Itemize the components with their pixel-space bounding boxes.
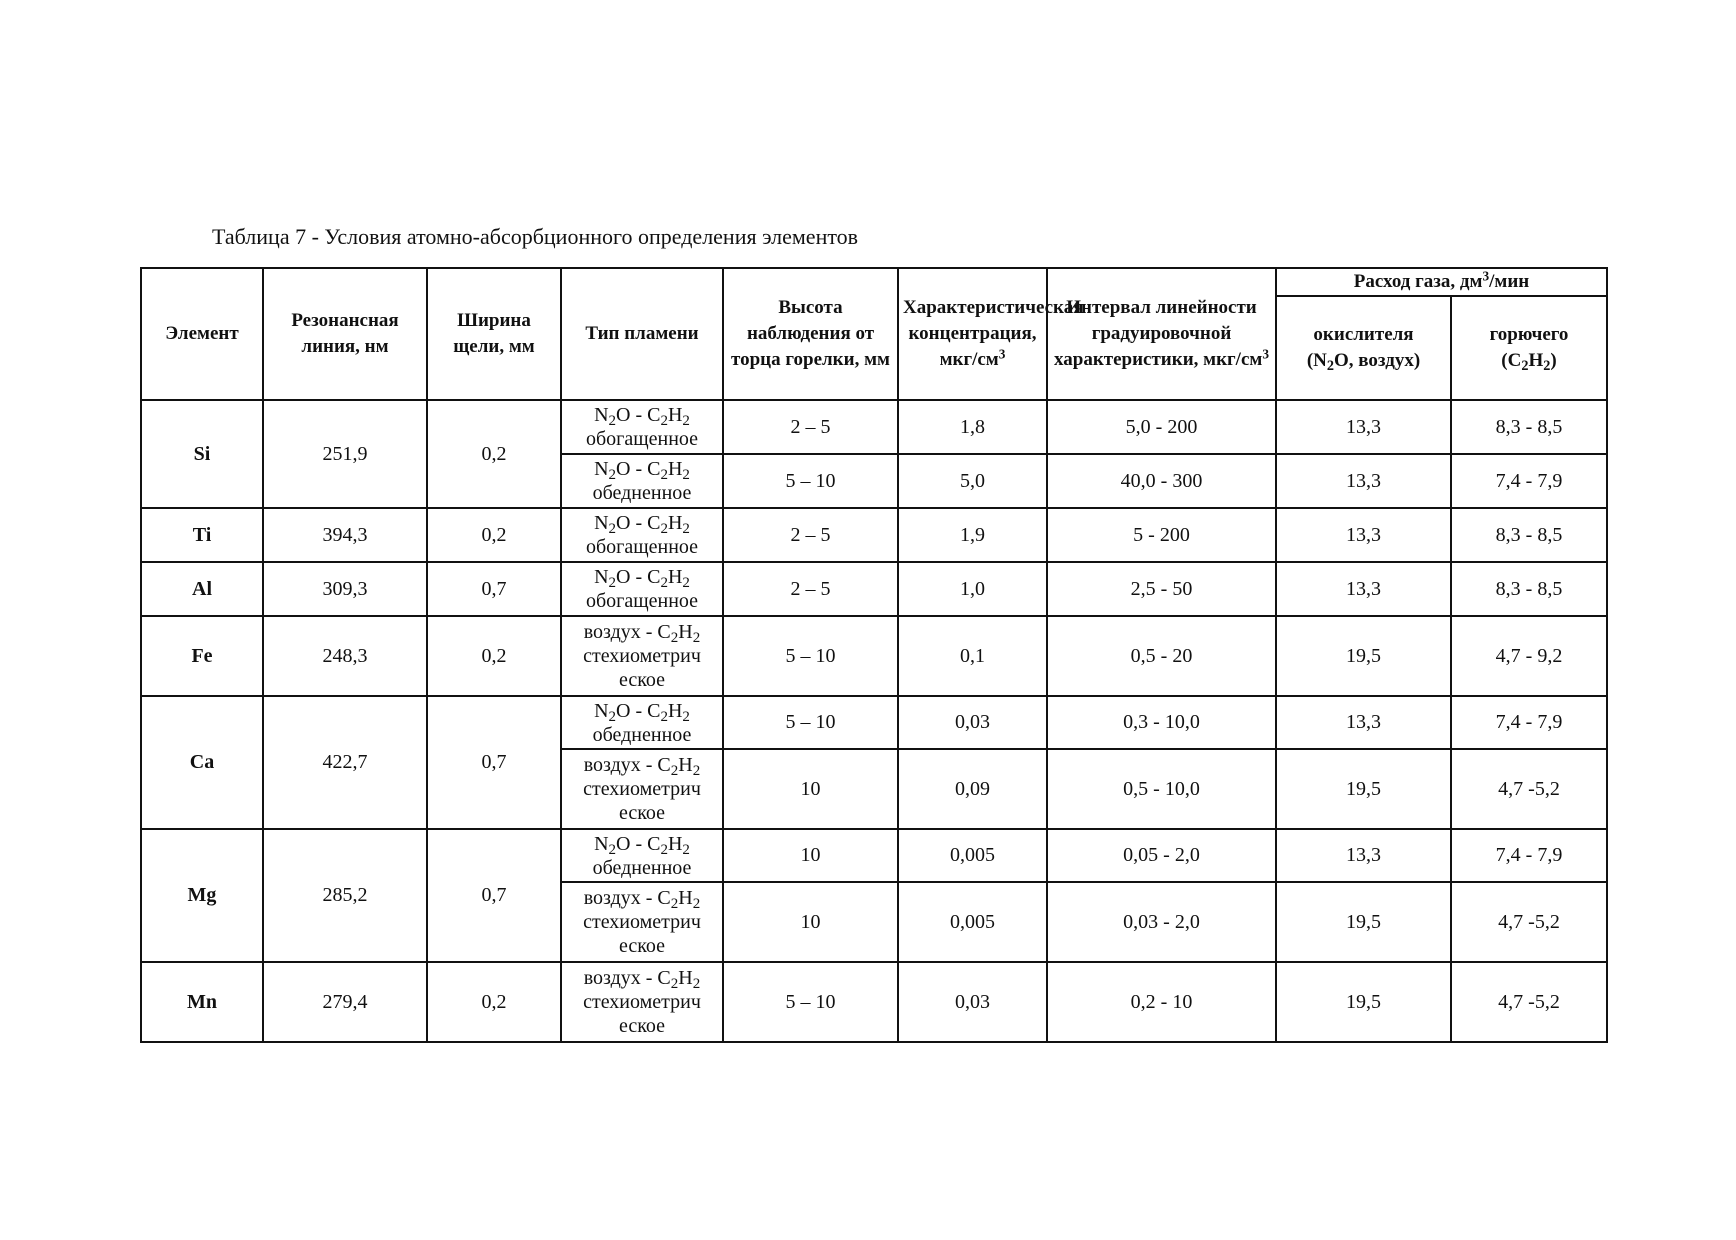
cell-resonance-line: 285,2	[263, 829, 427, 962]
cell-char-concentration: 1,0	[898, 562, 1047, 616]
cell-fuel-flow: 7,4 - 7,9	[1451, 454, 1607, 508]
cell-char-concentration: 0,1	[898, 616, 1047, 696]
header-flame-type: Тип пламени	[561, 268, 723, 400]
header-linearity-interval: Интервал линейности градуировочной характеристики, мкг/$см^3$	[1047, 268, 1276, 400]
cell-oxidizer-flow: 13,3	[1276, 454, 1451, 508]
cell-element: Al	[141, 562, 263, 616]
header-slit-width: Ширина щели, мм	[427, 268, 561, 400]
cell-linearity-interval: 40,0 - 300	[1047, 454, 1276, 508]
flame-mode: стехиометрич	[583, 778, 701, 800]
cell-flame-type	[561, 882, 723, 962]
cell-resonance-line: 251,9	[263, 400, 427, 508]
cell-oxidizer-flow: 19,5	[1276, 749, 1451, 829]
flame-formula: воздух - $C_2H_2$	[583, 754, 701, 780]
cell-slit-width: 0,2	[427, 962, 561, 1042]
flame-formula: $N_2O - C_2H_2$	[594, 458, 690, 484]
flame-mode: обедненное	[592, 856, 692, 879]
cell-linearity-interval: 0,5 - 20	[1047, 616, 1276, 696]
cell-fuel-flow: 7,4 - 7,9	[1451, 829, 1607, 882]
cell-char-concentration: 1,8	[898, 400, 1047, 454]
table-row	[141, 962, 1607, 1042]
flame-formula: $N_2O - C_2H_2$	[594, 832, 690, 858]
cell-height: 5 – 10	[723, 454, 898, 508]
cell-element: Ca	[141, 696, 263, 829]
flame-formula: $N_2O - C_2H_2$	[594, 566, 690, 592]
cell-flame-type	[561, 562, 723, 616]
cell-height: 5 – 10	[723, 962, 898, 1042]
flame-mode: обогащенное	[585, 428, 699, 450]
flame-formula: $N_2O - C_2H_2$	[594, 404, 690, 430]
cell-linearity-interval: 5 - 200	[1047, 508, 1276, 562]
table-row	[141, 696, 1607, 749]
cell-fuel-flow: 4,7 -5,2	[1451, 749, 1607, 829]
cell-element: Mg	[141, 829, 263, 962]
cell-linearity-interval: 0,03 - 2,0	[1047, 882, 1276, 962]
cell-resonance-line: 394,3	[263, 508, 427, 562]
cell-char-concentration: 0,005	[898, 829, 1047, 882]
cell-element: Si	[141, 400, 263, 508]
cell-flame-type	[561, 400, 723, 454]
cell-flame-type	[561, 454, 723, 508]
table-row	[141, 400, 1607, 454]
cell-oxidizer-flow: 13,3	[1276, 562, 1451, 616]
cell-oxidizer-flow: 13,3	[1276, 829, 1451, 882]
flame-formula: воздух - $C_2H_2$	[583, 887, 701, 913]
cell-char-concentration: 5,0	[898, 454, 1047, 508]
cell-char-concentration: 0,03	[898, 962, 1047, 1042]
cell-slit-width: 0,7	[427, 696, 561, 829]
cell-resonance-line: 309,3	[263, 562, 427, 616]
cell-linearity-interval: 5,0 - 200	[1047, 400, 1276, 454]
cell-fuel-flow: 8,3 - 8,5	[1451, 562, 1607, 616]
cell-height: 10	[723, 829, 898, 882]
cell-linearity-interval: 0,2 - 10	[1047, 962, 1276, 1042]
cell-oxidizer-flow: 19,5	[1276, 962, 1451, 1042]
flame-mode: еское	[618, 669, 666, 691]
cell-element: Fe	[141, 616, 263, 696]
table-row	[141, 829, 1607, 882]
flame-formula: воздух - $C_2H_2$	[583, 967, 701, 993]
cell-height: 10	[723, 749, 898, 829]
cell-height: 5 – 10	[723, 616, 898, 696]
header-char-concentration: Характеристическая концентрация, мкг/$см^3$	[898, 268, 1047, 400]
header-height: Высота наблюдения от торца горелки, мм	[723, 268, 898, 400]
cell-element: Ti	[141, 508, 263, 562]
cell-linearity-interval: 2,5 - 50	[1047, 562, 1276, 616]
cell-resonance-line: 422,7	[263, 696, 427, 829]
cell-height: 10	[723, 882, 898, 962]
flame-formula: $N_2O - C_2H_2$	[594, 512, 690, 538]
flame-mode: обогащенное	[585, 536, 699, 558]
cell-slit-width: 0,2	[427, 616, 561, 696]
cell-resonance-line: 248,3	[263, 616, 427, 696]
cell-char-concentration: 0,005	[898, 882, 1047, 962]
cell-linearity-interval: 0,5 - 10,0	[1047, 749, 1276, 829]
cell-linearity-interval: 0,3 - 10,0	[1047, 696, 1276, 749]
cell-fuel-flow: 4,7 - 9,2	[1451, 616, 1607, 696]
table-row	[141, 562, 1607, 616]
table-caption: Таблица 7 - Условия атомно-абсорбционного определения элементов	[212, 224, 859, 249]
header-fuel: горючего $(C_2H_2)$	[1451, 296, 1607, 400]
cell-fuel-flow: 4,7 -5,2	[1451, 882, 1607, 962]
header-resonance-line: Резонансная линия, нм	[263, 268, 427, 400]
cell-char-concentration: 0,09	[898, 749, 1047, 829]
header-gas-flow: Расход газа, $дм^3$/мин	[1276, 268, 1607, 296]
flame-mode: еское	[618, 802, 666, 824]
cell-slit-width: 0,2	[427, 400, 561, 508]
conditions-table	[140, 267, 1608, 1043]
flame-mode: стехиометрич	[583, 911, 701, 933]
cell-resonance-line: 279,4	[263, 962, 427, 1042]
cell-oxidizer-flow: 19,5	[1276, 882, 1451, 962]
cell-flame-type	[561, 829, 723, 882]
cell-oxidizer-flow: 19,5	[1276, 616, 1451, 696]
cell-fuel-flow: 8,3 - 8,5	[1451, 508, 1607, 562]
cell-flame-type	[561, 749, 723, 829]
cell-flame-type	[561, 696, 723, 749]
cell-flame-type	[561, 508, 723, 562]
cell-oxidizer-flow: 13,3	[1276, 508, 1451, 562]
cell-fuel-flow: 4,7 -5,2	[1451, 962, 1607, 1042]
cell-slit-width: 0,2	[427, 508, 561, 562]
flame-formula: воздух - $C_2H_2$	[583, 621, 701, 647]
flame-mode: стехиометрич	[583, 645, 701, 667]
cell-height: 2 – 5	[723, 562, 898, 616]
header-oxidizer: окислителя ($N_2O$, воздух)	[1276, 296, 1451, 400]
cell-height: 2 – 5	[723, 508, 898, 562]
flame-mode: еское	[618, 935, 666, 957]
cell-flame-type	[561, 962, 723, 1042]
cell-slit-width: 0,7	[427, 829, 561, 962]
table-row	[141, 616, 1607, 696]
cell-char-concentration: 0,03	[898, 696, 1047, 749]
flame-mode: еское	[618, 1015, 666, 1037]
table-row	[141, 508, 1607, 562]
flame-mode: обедненное	[592, 482, 692, 504]
header-element: Элемент	[141, 268, 263, 400]
cell-fuel-flow: 8,3 - 8,5	[1451, 400, 1607, 454]
flame-mode: стехиометрич	[583, 991, 701, 1013]
cell-oxidizer-flow: 13,3	[1276, 696, 1451, 749]
flame-formula: $N_2O - C_2H_2$	[594, 699, 690, 725]
cell-oxidizer-flow: 13,3	[1276, 400, 1451, 454]
cell-fuel-flow: 7,4 - 7,9	[1451, 696, 1607, 749]
cell-element: Mn	[141, 962, 263, 1042]
cell-slit-width: 0,7	[427, 562, 561, 616]
cell-linearity-interval: 0,05 - 2,0	[1047, 829, 1276, 882]
cell-flame-type	[561, 616, 723, 696]
flame-mode: обогащенное	[585, 590, 699, 612]
cell-height: 2 – 5	[723, 400, 898, 454]
flame-mode: обедненное	[592, 723, 692, 746]
cell-height: 5 – 10	[723, 696, 898, 749]
cell-char-concentration: 1,9	[898, 508, 1047, 562]
